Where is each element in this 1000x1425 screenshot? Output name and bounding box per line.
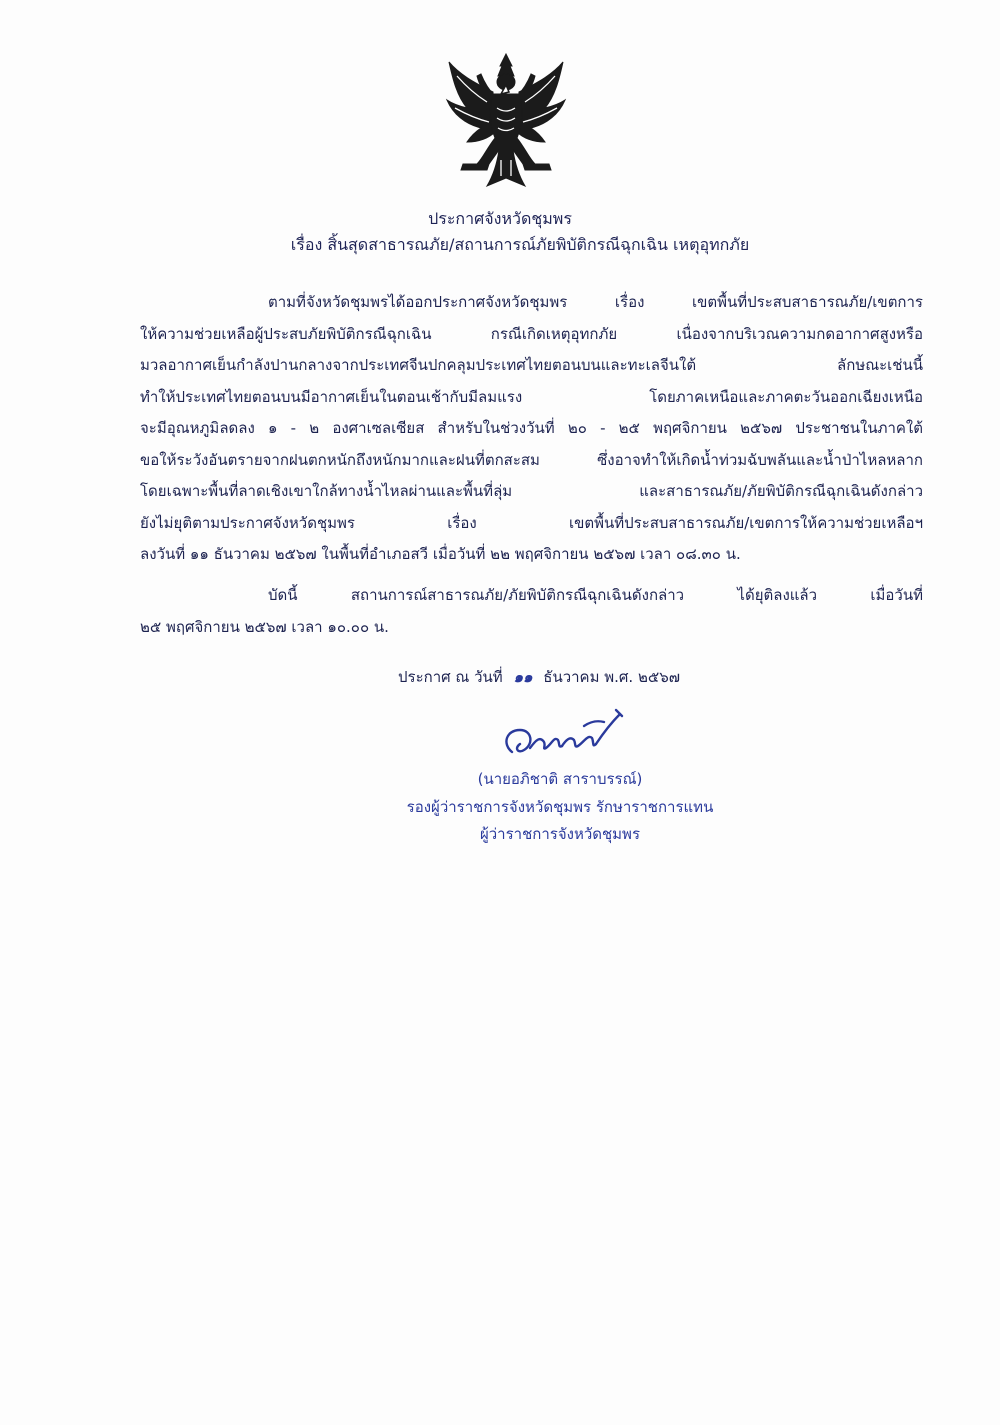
paragraph-line: โดยเฉพาะพื้นที่ลาดเชิงเขาใกล้ทางน้ำไหลผ่านและพื้นที่ลุ่ม และสาธารณภัย/ภัยพิบัติกรณีฉุกเฉินดังกล่าว (140, 482, 923, 500)
paragraph-line: มวลอากาศเย็นกำลังปานกลางจากประเทศจีนปกคลุมประเทศไทยตอนบนและทะเลจีนใต้ ลักษณะเช่นนี้ (140, 356, 923, 374)
announcement-prefix: ประกาศ ณ วันที่ (398, 668, 503, 686)
document-title: ประกาศจังหวัดชุมพร (428, 209, 572, 228)
paragraph-line: จะมีอุณหภูมิลดลง ๑ - ๒ องศาเซลเซียส สำหรับในช่วงวันที่ ๒๐ - ๒๕ พฤศจิกายน ๒๕๖๗ ประชาชนในภาคใต้ (140, 419, 923, 437)
paragraph-line: ขอให้ระวังอันตรายจากฝนตกหนักถึงหนักมากและฝนที่ตกสะสม ซึ่งอาจทำให้เกิดน้ำท่วมฉับพลันและน้ำป่าไหลหลาก (140, 450, 923, 469)
announcement-day: ๑๑ (513, 668, 533, 686)
signatory-name: (นายอภิชาติ สาราบรรณ์) (477, 770, 643, 788)
paragraph-line: ทำให้ประเทศไทยตอนบนมีอากาศเย็นในตอนเช้ากับมีลมแรง โดยภาคเหนือและภาคตะวันออกเฉียงเหนือ (140, 387, 923, 406)
signatory-position-2: ผู้ว่าราชการจังหวัดชุมพร (479, 825, 641, 843)
paragraph-line: ให้ความช่วยเหลือผู้ประสบภัยพิบัติกรณีฉุกเฉิน กรณีเกิดเหตุอุทกภัย เนื่องจากบริเวณความกดอากาศสูงหรือ (140, 324, 923, 343)
body-paragraph-2 (140, 580, 923, 643)
signatory-position: รองผู้ว่าราชการจังหวัดชุมพร รักษาราชการแทน (406, 798, 714, 816)
announcement-date (398, 665, 680, 689)
paragraph-line: ตามที่จังหวัดชุมพรได้ออกประกาศจังหวัดชุมพร เรื่อง เขตพื้นที่ประสบสาธารณภัย/เขตการ (268, 293, 923, 311)
paragraph-line: ยังไม่ยุติตามประกาศจังหวัดชุมพร เรื่อง เขตพื้นที่ประสบสาธารณภัย/เขตการให้ความช่วยเหลือฯ (140, 513, 923, 532)
handwritten-signature (500, 700, 640, 766)
body-paragraph-1 (140, 287, 923, 571)
paragraph-line: ๒๕ พฤศจิกายน ๒๕๖๗ เวลา ๑๐.๐๐ น. (140, 617, 389, 636)
paragraph-line: ลงวันที่ ๑๑ ธันวาคม ๒๕๖๗ ในพื้นที่อำเภอสวี เมื่อวันที่ ๒๒ พฤศจิกายน ๒๕๖๗ เวลา ๐๘.๓๐ น. (140, 545, 741, 563)
paragraph-line: บัดนี้ สถานการณ์สาธารณภัย/ภัยพิบัติกรณีฉุกเฉินดังกล่าว ได้ยุติลงแล้ว เมื่อวันที่ (268, 586, 923, 604)
garuda-emblem-icon (443, 52, 569, 192)
announcement-suffix: ธันวาคม พ.ศ. ๒๕๖๗ (543, 668, 680, 686)
document-subject: เรื่อง สิ้นสุดสาธารณภัย/สถานการณ์ภัยพิบัติกรณีฉุกเฉิน เหตุอุทกภัย (290, 235, 750, 254)
